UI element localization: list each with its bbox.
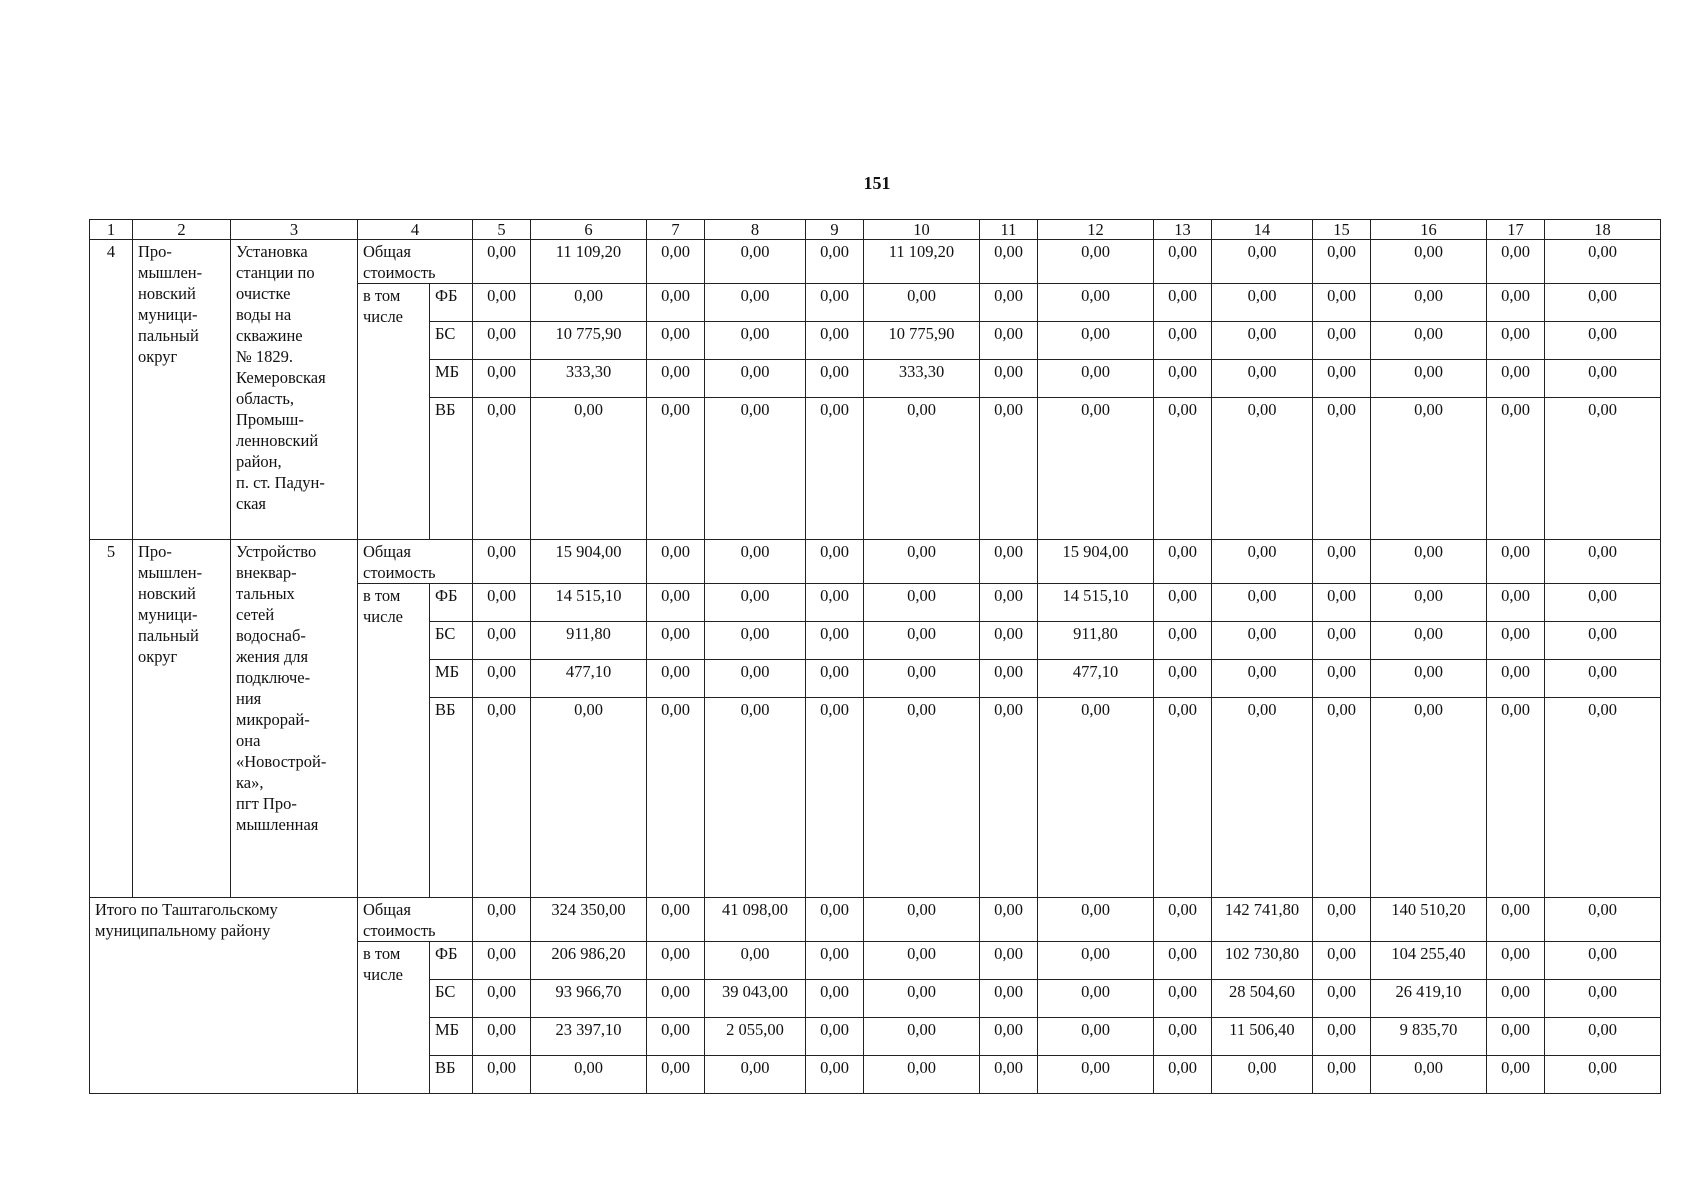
value-cell: 0,00: [705, 660, 806, 698]
header-cell: 16: [1371, 220, 1487, 240]
value-cell: 0,00: [1371, 284, 1487, 322]
value-cell: 0,00: [1038, 942, 1154, 980]
value-cell: 0,00: [1038, 322, 1154, 360]
including-label: в том числе: [358, 942, 430, 1094]
value-cell: 0,00: [1212, 698, 1313, 898]
value-cell: 0,00: [1487, 660, 1545, 698]
value-cell: 0,00: [1313, 322, 1371, 360]
source-label-bs: БС: [430, 980, 473, 1018]
value-cell: 15 904,00: [531, 540, 647, 584]
value-cell: 0,00: [1545, 322, 1661, 360]
source-label-fb: ФБ: [430, 284, 473, 322]
value-cell: 0,00: [1371, 1056, 1487, 1094]
value-cell: 0,00: [1371, 360, 1487, 398]
value-cell: 0,00: [473, 980, 531, 1018]
header-cell: 17: [1487, 220, 1545, 240]
value-cell: 0,00: [1545, 942, 1661, 980]
value-cell: 0,00: [705, 284, 806, 322]
value-cell: 0,00: [1313, 980, 1371, 1018]
value-cell: 0,00: [980, 360, 1038, 398]
value-cell: 11 109,20: [864, 240, 980, 284]
value-cell: 0,00: [647, 240, 705, 284]
value-cell: 0,00: [1545, 622, 1661, 660]
value-cell: 23 397,10: [531, 1018, 647, 1056]
object-description: Устройство внеквар- тальных сетей водоснаб- жения для подключе- ния микрорай- она «Новострой- ка», пгт Про- мышленная: [231, 540, 358, 898]
value-cell: 0,00: [980, 942, 1038, 980]
header-cell: 6: [531, 220, 647, 240]
value-cell: 2 055,00: [705, 1018, 806, 1056]
value-cell: 0,00: [1313, 660, 1371, 698]
value-cell: 10 775,90: [531, 322, 647, 360]
value-cell: 0,00: [864, 284, 980, 322]
header-cell: 14: [1212, 220, 1313, 240]
value-cell: 11 109,20: [531, 240, 647, 284]
header-cell: 12: [1038, 220, 1154, 240]
value-cell: 0,00: [1487, 980, 1545, 1018]
table-row: [90, 540, 1661, 584]
header-cell: 1: [90, 220, 133, 240]
value-cell: 26 419,10: [1371, 980, 1487, 1018]
value-cell: 0,00: [1313, 698, 1371, 898]
value-cell: 14 515,10: [1038, 584, 1154, 622]
value-cell: 0,00: [1371, 660, 1487, 698]
value-cell: 0,00: [806, 1056, 864, 1094]
value-cell: 0,00: [864, 980, 980, 1018]
object-description: Установка станции по очистке воды на скважине № 1829. Кемеровская область, Промыш- ленновский район, п. ст. Падун- ская: [231, 240, 358, 540]
header-cell: 18: [1545, 220, 1661, 240]
value-cell: 0,00: [705, 360, 806, 398]
header-cell: 11: [980, 220, 1038, 240]
value-cell: 0,00: [1154, 584, 1212, 622]
value-cell: 0,00: [1313, 898, 1371, 942]
value-cell: 0,00: [473, 360, 531, 398]
value-cell: 0,00: [806, 540, 864, 584]
value-cell: 0,00: [1313, 584, 1371, 622]
value-cell: 9 835,70: [1371, 1018, 1487, 1056]
value-cell: 0,00: [980, 698, 1038, 898]
municipality-name: Про- мышлен- новский муници- пальный округ: [133, 540, 231, 898]
value-cell: 0,00: [1313, 240, 1371, 284]
value-cell: 0,00: [1154, 284, 1212, 322]
value-cell: 0,00: [806, 322, 864, 360]
value-cell: 0,00: [1212, 1056, 1313, 1094]
header-cell: 13: [1154, 220, 1212, 240]
value-cell: 0,00: [1545, 1018, 1661, 1056]
value-cell: 0,00: [1038, 898, 1154, 942]
value-cell: 0,00: [1038, 240, 1154, 284]
value-cell: 0,00: [1487, 540, 1545, 584]
source-label-mb: МБ: [430, 660, 473, 698]
value-cell: 0,00: [1038, 698, 1154, 898]
value-cell: 0,00: [473, 398, 531, 540]
value-cell: 0,00: [1313, 622, 1371, 660]
value-cell: 0,00: [1154, 398, 1212, 540]
value-cell: 0,00: [1212, 540, 1313, 584]
value-cell: 0,00: [473, 1018, 531, 1056]
value-cell: 0,00: [864, 898, 980, 942]
value-cell: 0,00: [1487, 322, 1545, 360]
value-cell: 0,00: [1038, 1056, 1154, 1094]
value-cell: 0,00: [1154, 698, 1212, 898]
value-cell: 0,00: [806, 898, 864, 942]
value-cell: 0,00: [1154, 980, 1212, 1018]
table-row: [90, 240, 1661, 284]
table-row: [90, 898, 1661, 942]
value-cell: 0,00: [705, 584, 806, 622]
value-cell: 0,00: [1487, 698, 1545, 898]
value-cell: 0,00: [1545, 980, 1661, 1018]
value-cell: 0,00: [1487, 1056, 1545, 1094]
source-label-mb: МБ: [430, 1018, 473, 1056]
value-cell: 0,00: [1154, 540, 1212, 584]
value-cell: 0,00: [1545, 398, 1661, 540]
budget-table: [89, 219, 1661, 1094]
value-cell: 0,00: [705, 622, 806, 660]
value-cell: 0,00: [705, 540, 806, 584]
value-cell: 0,00: [647, 622, 705, 660]
value-cell: 41 098,00: [705, 898, 806, 942]
header-cell: 15: [1313, 220, 1371, 240]
value-cell: 0,00: [1313, 942, 1371, 980]
value-cell: 142 741,80: [1212, 898, 1313, 942]
value-cell: 0,00: [806, 1018, 864, 1056]
value-cell: 0,00: [473, 1056, 531, 1094]
value-cell: 0,00: [806, 980, 864, 1018]
value-cell: 324 350,00: [531, 898, 647, 942]
including-label: в том числе: [358, 284, 430, 540]
value-cell: 911,80: [1038, 622, 1154, 660]
value-cell: 0,00: [980, 622, 1038, 660]
value-cell: 14 515,10: [531, 584, 647, 622]
value-cell: 0,00: [980, 240, 1038, 284]
value-cell: 0,00: [864, 1056, 980, 1094]
value-cell: 0,00: [705, 398, 806, 540]
value-cell: 0,00: [1487, 1018, 1545, 1056]
value-cell: 0,00: [1371, 698, 1487, 898]
value-cell: 0,00: [1487, 584, 1545, 622]
value-cell: 0,00: [864, 942, 980, 980]
value-cell: 0,00: [864, 1018, 980, 1056]
value-cell: 0,00: [1487, 622, 1545, 660]
value-cell: 0,00: [1212, 398, 1313, 540]
value-cell: 0,00: [1371, 322, 1487, 360]
value-cell: 0,00: [647, 1056, 705, 1094]
value-cell: 0,00: [806, 360, 864, 398]
source-label-fb: ФБ: [430, 942, 473, 980]
value-cell: 0,00: [1212, 284, 1313, 322]
value-cell: 0,00: [473, 540, 531, 584]
value-cell: 140 510,20: [1371, 898, 1487, 942]
value-cell: 0,00: [1487, 898, 1545, 942]
page-number: 151: [863, 173, 891, 193]
value-cell: 0,00: [1154, 898, 1212, 942]
source-label-vb: ВБ: [430, 1056, 473, 1094]
value-cell: 11 506,40: [1212, 1018, 1313, 1056]
value-cell: 0,00: [1487, 240, 1545, 284]
value-cell: 0,00: [647, 360, 705, 398]
value-cell: 0,00: [864, 622, 980, 660]
value-cell: 0,00: [647, 1018, 705, 1056]
value-cell: 0,00: [647, 398, 705, 540]
value-cell: 0,00: [1487, 942, 1545, 980]
value-cell: 0,00: [1038, 284, 1154, 322]
value-cell: 0,00: [806, 622, 864, 660]
value-cell: 0,00: [705, 698, 806, 898]
value-cell: 0,00: [473, 660, 531, 698]
value-cell: 0,00: [647, 898, 705, 942]
value-cell: 0,00: [1038, 398, 1154, 540]
value-cell: 0,00: [1545, 540, 1661, 584]
value-cell: 28 504,60: [1212, 980, 1313, 1018]
value-cell: 0,00: [864, 698, 980, 898]
value-cell: 0,00: [1545, 1056, 1661, 1094]
header-cell: 8: [705, 220, 806, 240]
value-cell: 0,00: [864, 540, 980, 584]
value-cell: 0,00: [1154, 360, 1212, 398]
value-cell: 206 986,20: [531, 942, 647, 980]
value-cell: 477,10: [1038, 660, 1154, 698]
value-cell: 0,00: [1371, 240, 1487, 284]
value-cell: 333,30: [531, 360, 647, 398]
value-cell: 0,00: [864, 660, 980, 698]
value-cell: 0,00: [980, 398, 1038, 540]
value-cell: 0,00: [1313, 398, 1371, 540]
value-cell: 93 966,70: [531, 980, 647, 1018]
value-cell: 0,00: [473, 240, 531, 284]
value-cell: 0,00: [1313, 284, 1371, 322]
header-row: [90, 220, 1661, 240]
value-cell: 0,00: [473, 622, 531, 660]
value-cell: 0,00: [1371, 398, 1487, 540]
value-cell: 0,00: [1545, 240, 1661, 284]
value-cell: 0,00: [1313, 360, 1371, 398]
source-label-vb: ВБ: [430, 398, 473, 540]
value-cell: 0,00: [1487, 398, 1545, 540]
value-cell: 0,00: [806, 942, 864, 980]
value-cell: 0,00: [806, 698, 864, 898]
value-cell: 0,00: [980, 322, 1038, 360]
source-label-vb: ВБ: [430, 698, 473, 898]
value-cell: 0,00: [980, 1056, 1038, 1094]
value-cell: 0,00: [1154, 622, 1212, 660]
value-cell: 0,00: [864, 584, 980, 622]
value-cell: 0,00: [1212, 360, 1313, 398]
value-cell: 0,00: [705, 240, 806, 284]
value-cell: 15 904,00: [1038, 540, 1154, 584]
value-cell: 0,00: [806, 660, 864, 698]
value-cell: 0,00: [1371, 584, 1487, 622]
source-label-bs: БС: [430, 622, 473, 660]
value-cell: 0,00: [1154, 660, 1212, 698]
value-cell: 0,00: [980, 1018, 1038, 1056]
header-cell: 7: [647, 220, 705, 240]
value-cell: 0,00: [531, 398, 647, 540]
total-cost-label: Общая стоимость: [358, 898, 473, 942]
value-cell: 0,00: [806, 584, 864, 622]
value-cell: 0,00: [647, 698, 705, 898]
header-cell: 10: [864, 220, 980, 240]
value-cell: 0,00: [864, 398, 980, 540]
value-cell: 0,00: [1154, 1018, 1212, 1056]
value-cell: 0,00: [806, 398, 864, 540]
value-cell: 0,00: [1545, 584, 1661, 622]
value-cell: 0,00: [473, 698, 531, 898]
header-cell: 4: [358, 220, 473, 240]
value-cell: 0,00: [980, 540, 1038, 584]
value-cell: 477,10: [531, 660, 647, 698]
header-cell: 3: [231, 220, 358, 240]
value-cell: 333,30: [864, 360, 980, 398]
value-cell: 0,00: [473, 942, 531, 980]
value-cell: 0,00: [1154, 240, 1212, 284]
value-cell: 0,00: [705, 1056, 806, 1094]
source-label-mb: МБ: [430, 360, 473, 398]
header-cell: 5: [473, 220, 531, 240]
value-cell: 0,00: [980, 980, 1038, 1018]
municipality-name: Про- мышлен- новский муници- пальный округ: [133, 240, 231, 540]
value-cell: 0,00: [1154, 1056, 1212, 1094]
value-cell: 0,00: [1371, 622, 1487, 660]
value-cell: 10 775,90: [864, 322, 980, 360]
value-cell: 0,00: [1154, 942, 1212, 980]
value-cell: 0,00: [806, 284, 864, 322]
value-cell: 0,00: [1212, 622, 1313, 660]
value-cell: 0,00: [980, 284, 1038, 322]
table-body: [90, 220, 1661, 1094]
total-cost-label: Общая стоимость: [358, 540, 473, 584]
value-cell: 0,00: [1313, 540, 1371, 584]
value-cell: 0,00: [1038, 1018, 1154, 1056]
value-cell: 0,00: [980, 584, 1038, 622]
value-cell: 0,00: [1487, 360, 1545, 398]
value-cell: 0,00: [1545, 284, 1661, 322]
value-cell: 0,00: [1212, 240, 1313, 284]
value-cell: 0,00: [1212, 660, 1313, 698]
value-cell: 0,00: [473, 284, 531, 322]
value-cell: 0,00: [531, 1056, 647, 1094]
value-cell: 0,00: [473, 584, 531, 622]
value-cell: 0,00: [806, 240, 864, 284]
value-cell: 0,00: [647, 284, 705, 322]
value-cell: 0,00: [1545, 360, 1661, 398]
row-number: 5: [90, 540, 133, 898]
value-cell: 0,00: [473, 898, 531, 942]
value-cell: 0,00: [1545, 660, 1661, 698]
value-cell: 0,00: [647, 660, 705, 698]
value-cell: 0,00: [1038, 360, 1154, 398]
value-cell: 39 043,00: [705, 980, 806, 1018]
value-cell: 0,00: [647, 322, 705, 360]
totals-label: Итого по Таштагольскому муниципальному району: [90, 898, 358, 1094]
header-cell: 2: [133, 220, 231, 240]
value-cell: 0,00: [473, 322, 531, 360]
value-cell: 0,00: [1154, 322, 1212, 360]
value-cell: 0,00: [1038, 980, 1154, 1018]
value-cell: 0,00: [980, 898, 1038, 942]
value-cell: 0,00: [1545, 698, 1661, 898]
value-cell: 0,00: [980, 660, 1038, 698]
value-cell: 0,00: [647, 584, 705, 622]
total-cost-label: Общая стоимость: [358, 240, 473, 284]
value-cell: 0,00: [1212, 322, 1313, 360]
header-cell: 9: [806, 220, 864, 240]
value-cell: 0,00: [1313, 1056, 1371, 1094]
value-cell: 0,00: [1313, 1018, 1371, 1056]
source-label-bs: БС: [430, 322, 473, 360]
value-cell: 0,00: [531, 698, 647, 898]
value-cell: 0,00: [705, 942, 806, 980]
value-cell: 102 730,80: [1212, 942, 1313, 980]
value-cell: 0,00: [1545, 898, 1661, 942]
source-label-fb: ФБ: [430, 584, 473, 622]
value-cell: 0,00: [1487, 284, 1545, 322]
value-cell: 0,00: [647, 942, 705, 980]
value-cell: 911,80: [531, 622, 647, 660]
value-cell: 104 255,40: [1371, 942, 1487, 980]
row-number: 4: [90, 240, 133, 540]
value-cell: 0,00: [531, 284, 647, 322]
value-cell: 0,00: [647, 980, 705, 1018]
value-cell: 0,00: [1212, 584, 1313, 622]
value-cell: 0,00: [647, 540, 705, 584]
value-cell: 0,00: [705, 322, 806, 360]
value-cell: 0,00: [1371, 540, 1487, 584]
including-label: в том числе: [358, 584, 430, 898]
